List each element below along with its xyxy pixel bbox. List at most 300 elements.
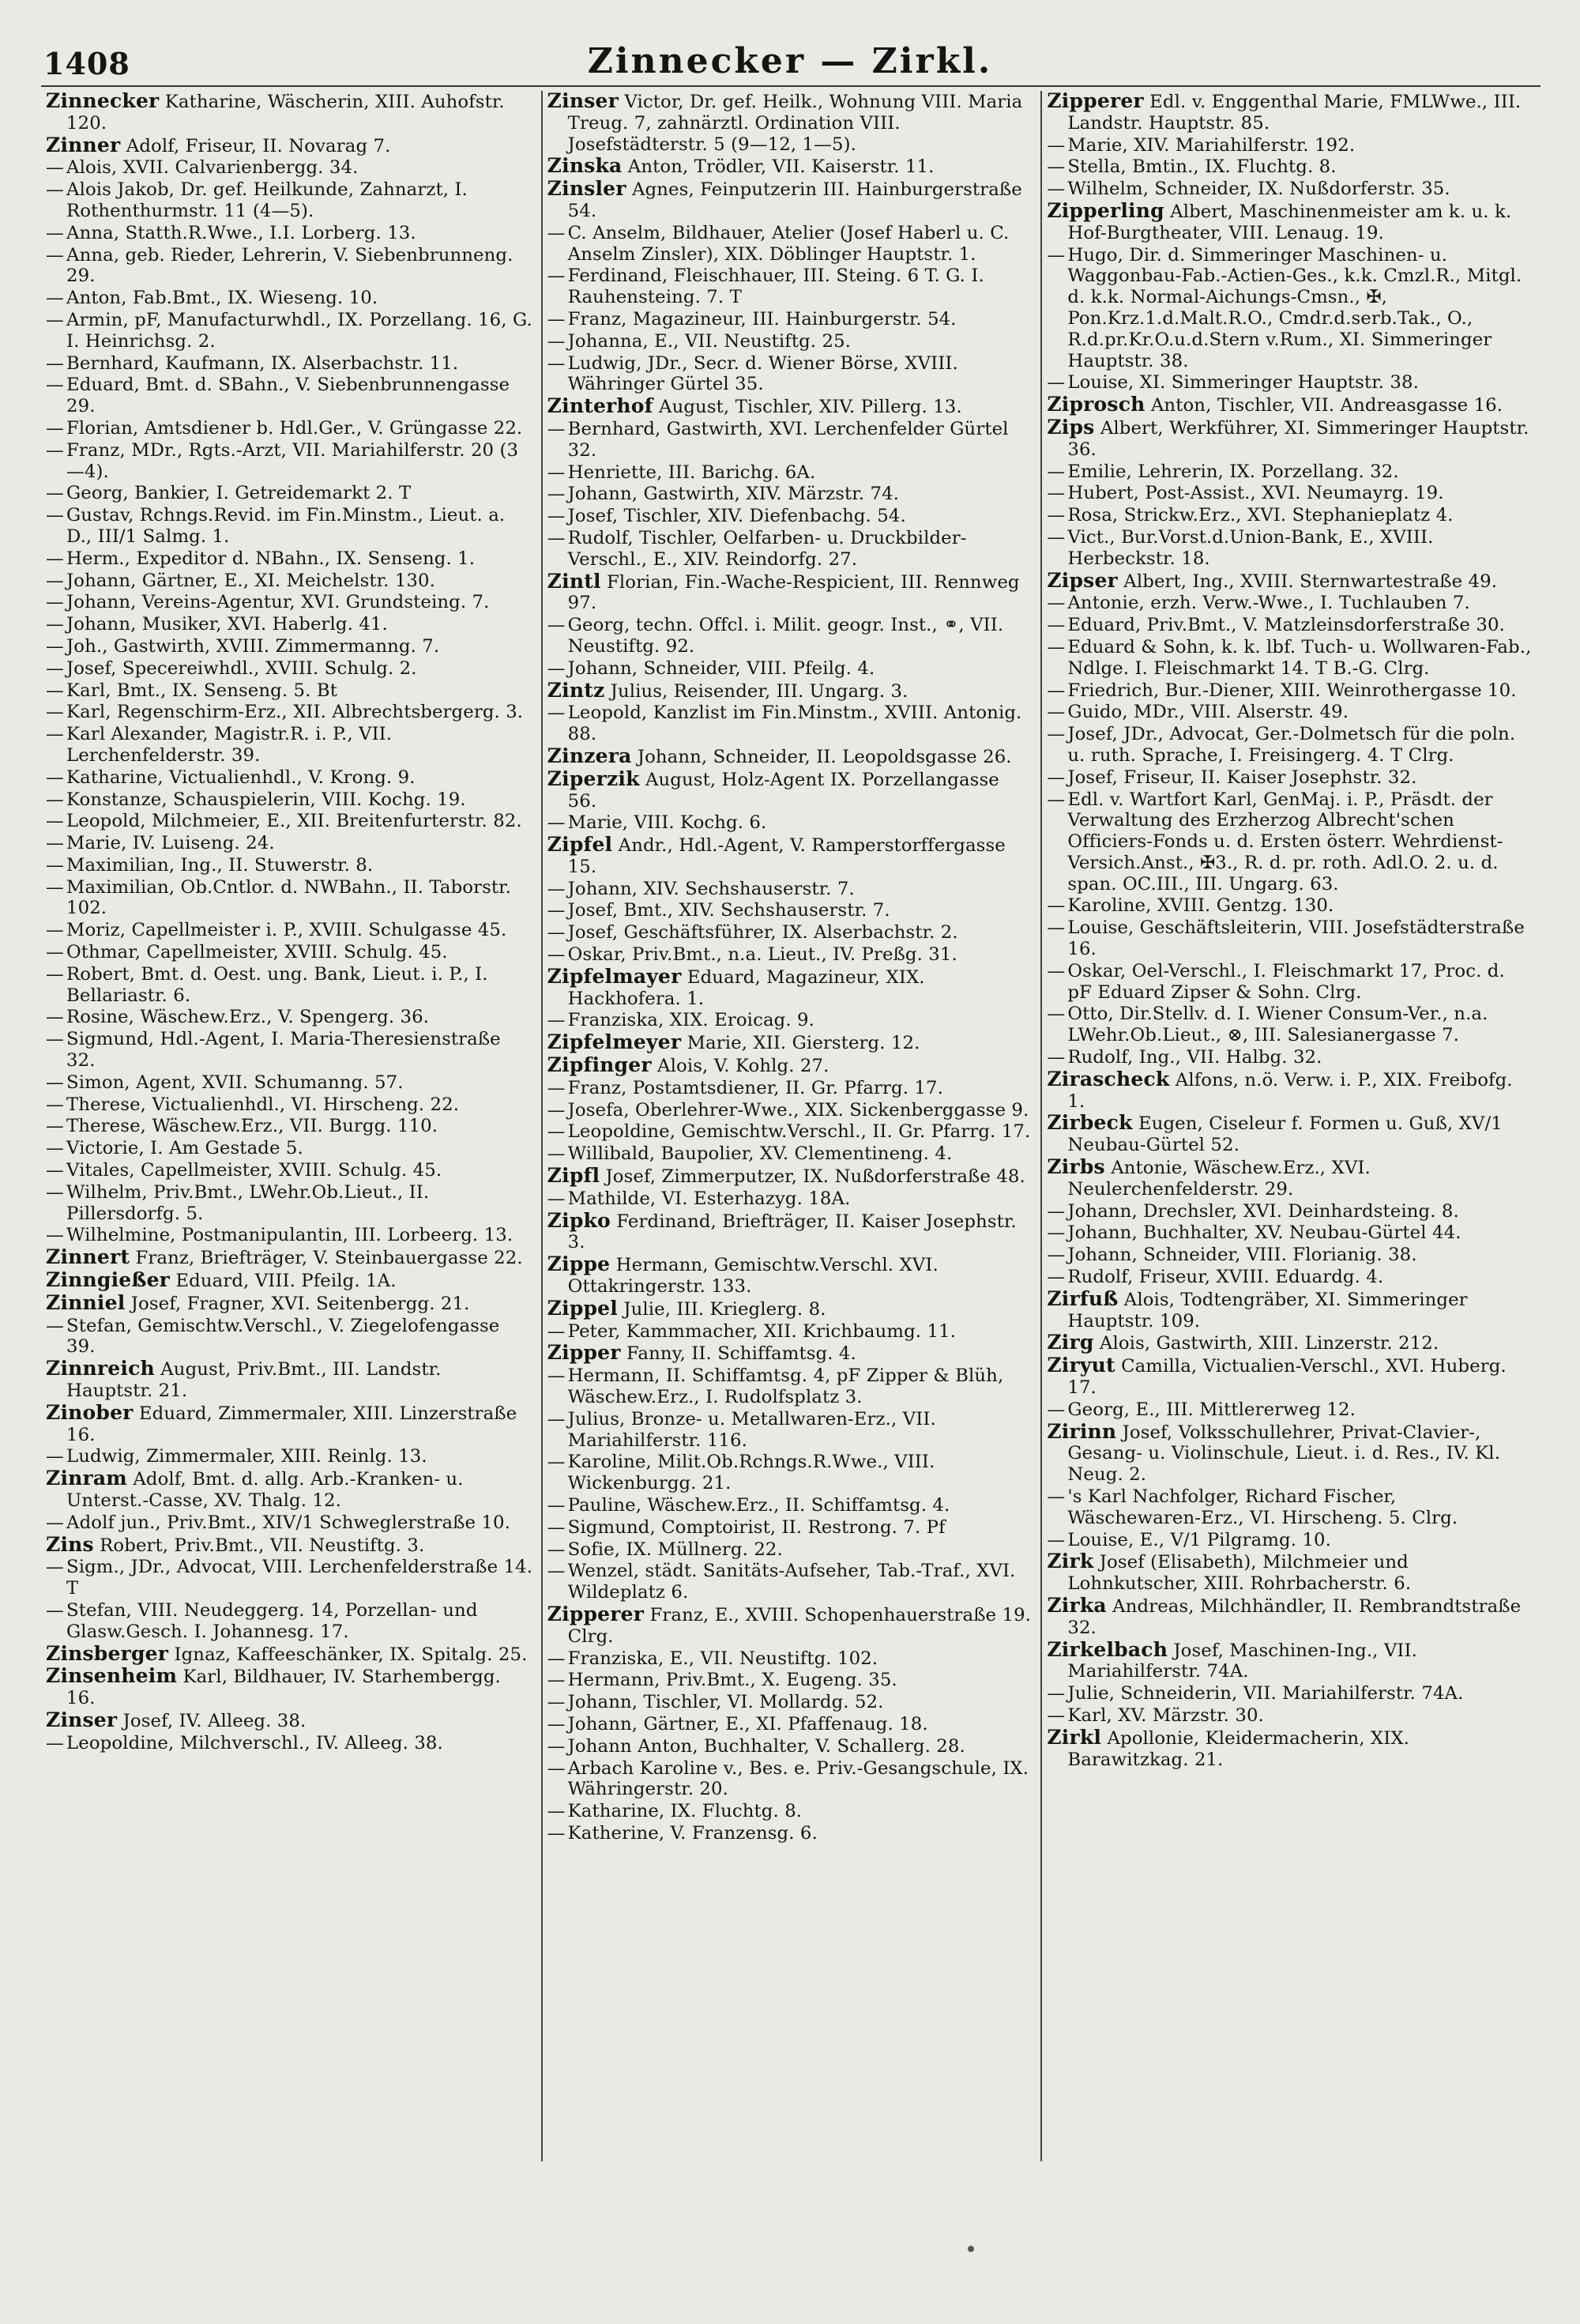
continuation-dash: — xyxy=(547,1408,566,1429)
directory-entry xyxy=(46,1225,533,1246)
directory-entry xyxy=(1047,1047,1533,1068)
entry-surname: Ziprosch xyxy=(1047,393,1146,416)
entry-surname: Zipperer xyxy=(1047,91,1144,112)
directory-entry xyxy=(46,680,533,702)
continuation-dash: — xyxy=(547,657,566,679)
entry-surname: Zippel xyxy=(547,1296,618,1320)
entry-text: Robert, Priv.Bmt., VII. Neustiftg. 3. xyxy=(100,1535,425,1556)
continuation-dash: — xyxy=(547,461,566,483)
directory-entry xyxy=(46,571,533,592)
continuation-dash: — xyxy=(46,963,64,985)
entry-text: Stefan, VIII. Neudeggerg. 14, Porzellan- und Glasw.Gesch. I. Johannesg. 17. xyxy=(66,1599,478,1642)
continuation-dash: — xyxy=(547,702,566,724)
entry-text: Stefan, Gemischtw.Verschl., V. Ziegelofengasse 39. xyxy=(66,1315,500,1358)
directory-entry xyxy=(547,1365,1033,1408)
continuation-dash: — xyxy=(547,1757,566,1779)
continuation-dash: — xyxy=(547,308,566,330)
continuation-dash: — xyxy=(46,483,64,504)
page-dot-mark xyxy=(968,2246,974,2252)
directory-entry xyxy=(46,1160,533,1181)
directory-entry xyxy=(1047,245,1533,372)
continuation-dash: — xyxy=(46,439,64,461)
directory-entry xyxy=(1047,637,1533,680)
continuation-dash: — xyxy=(1047,960,1066,981)
continuation-dash: — xyxy=(547,1516,566,1538)
continuation-dash: — xyxy=(1047,789,1066,810)
entry-text: Marie, VIII. Kochg. 6. xyxy=(567,812,767,834)
continuation-dash: — xyxy=(46,1029,64,1050)
entry-text: Rosa, Strickw.Erz., XVI. Stephanieplatz 4. xyxy=(1067,505,1454,526)
entry-surname: Zipperling xyxy=(1047,198,1164,222)
continuation-dash: — xyxy=(46,724,64,745)
entry-text: Franz, Postamtsdiener, II. Gr. Pfarrg. 17. xyxy=(567,1077,943,1098)
directory-entry xyxy=(547,528,1033,571)
directory-entry xyxy=(46,1512,533,1534)
directory-entry xyxy=(547,834,1033,878)
directory-entry xyxy=(46,767,533,789)
continuation-dash: — xyxy=(46,1225,64,1246)
entry-text: Louise, E., V/1 Pilgramg. 10. xyxy=(1067,1529,1331,1550)
entry-text: Otto, Dir.Stellv. d. I. Wiener Consum-Ver., n.a. LWehr.Ob.Lieut., ⊗, III. Salesianergasse 7. xyxy=(1067,1004,1488,1046)
directory-entry xyxy=(46,658,533,680)
directory-entry xyxy=(1047,483,1533,504)
entry-text: Julie, III. Krieglerg. 8. xyxy=(623,1298,826,1320)
continuation-dash: — xyxy=(1047,917,1066,939)
directory-entry xyxy=(1047,1245,1533,1266)
directory-entry xyxy=(1047,1157,1533,1200)
directory-entry xyxy=(547,309,1033,330)
entry-text: Mathilde, VI. Esterhazyg. 18A. xyxy=(567,1188,851,1209)
entry-text: Karl, Bmt., IX. Senseng. 5. Bt xyxy=(66,680,337,701)
entry-surname: Zins xyxy=(46,1532,94,1556)
entry-text: Eduard & Sohn, k. k. lbf. Tuch- u. Wollwaren-Fab., Ndlge. I. Fleischmarkt 14. T B.-G. Clrg. xyxy=(1067,636,1532,679)
entry-text: Josef (Elisabeth), Milchmeier und Lohnkutscher, XIII. Rohrbacherstr. 6. xyxy=(1067,1552,1412,1595)
entry-text: Apollonie, Kleidermacherin, XIX. Barawitzkag. 21. xyxy=(1067,1727,1410,1770)
continuation-dash: — xyxy=(547,1539,566,1560)
directory-entry xyxy=(547,746,1033,768)
continuation-dash: — xyxy=(46,1315,64,1336)
directory-entry xyxy=(547,1452,1033,1494)
directory-entry xyxy=(46,418,533,439)
directory-entry xyxy=(547,223,1033,266)
continuation-dash: — xyxy=(1047,505,1066,526)
directory-entry xyxy=(1047,1530,1533,1551)
directory-entry xyxy=(547,353,1033,396)
directory-entry xyxy=(46,1270,533,1292)
entry-text: Ferdinand, Briefträger, II. Kaiser Josephstr. 3. xyxy=(567,1211,1017,1253)
entry-surname: Zinober xyxy=(46,1400,134,1424)
entry-surname: Zirbs xyxy=(1047,1155,1105,1179)
continuation-dash: — xyxy=(46,288,64,309)
directory-entry xyxy=(46,636,533,657)
directory-entry xyxy=(1047,1201,1533,1222)
entry-text: Ignaz, Kaffeeschänker, IX. Spitalg. 25. xyxy=(174,1644,528,1665)
entry-text: Ludwig, Zimmermaler, XIII. Reinlg. 13. xyxy=(66,1446,427,1467)
entry-text: Karl, Bildhauer, IV. Starhembergg. 16. xyxy=(66,1667,501,1709)
entry-text: Pauline, Wäschew.Erz., II. Schiffamtsg. 4. xyxy=(567,1495,950,1516)
directory-entry xyxy=(1047,917,1533,960)
entry-surname: Zirka xyxy=(1047,1593,1107,1617)
continuation-dash: — xyxy=(547,418,566,439)
directory-entry xyxy=(46,1468,533,1512)
directory-entry xyxy=(46,135,533,157)
directory-entry xyxy=(547,966,1033,1010)
entry-text: Marie, XII. Giersterg. 12. xyxy=(687,1033,920,1054)
directory-entry xyxy=(46,811,533,832)
entry-text: Albert, Maschinenmeister am k. u. k. Hof-Burgtheater, VIII. Lenaug. 19. xyxy=(1067,201,1512,243)
entry-text: Maximilian, Ing., II. Stuwerstr. 8. xyxy=(66,854,374,876)
directory-entry xyxy=(1047,91,1533,134)
entry-surname: Zinngießer xyxy=(46,1268,171,1292)
continuation-dash: — xyxy=(46,1446,64,1467)
entry-text: Josef, Maschinen-Ing., VII. Mariahilferstr. 74A. xyxy=(1067,1640,1417,1682)
directory-entry xyxy=(547,1539,1033,1561)
entry-text: Fanny, II. Schiffamtsg. 4. xyxy=(626,1343,856,1365)
continuation-dash: — xyxy=(1047,1200,1066,1222)
directory-entry xyxy=(46,1666,533,1709)
entry-text: Franz, Magazineur, III. Hainburgerstr. 54. xyxy=(567,308,957,330)
entry-surname: Zinterhof xyxy=(547,394,653,418)
entry-text: Ludwig, JDr., Secr. d. Wiener Börse, XVIII. Währinger Gürtel 35. xyxy=(567,352,958,395)
directory-entry xyxy=(1047,1069,1533,1113)
directory-entry xyxy=(547,615,1033,657)
entry-text: Peter, Kammmacher, XII. Krichbaumg. 11. xyxy=(567,1320,957,1342)
continuation-dash: — xyxy=(46,614,64,635)
directory-entry xyxy=(1047,1419,1533,1486)
entry-surname: Ziryut xyxy=(1047,1354,1115,1377)
entry-text: Johann, Gärtner, E., XI. Meichelstr. 130. xyxy=(66,570,435,591)
continuation-dash: — xyxy=(547,1735,566,1757)
entry-surname: Zinser xyxy=(547,91,619,112)
directory-entry xyxy=(1047,789,1533,895)
directory-entry xyxy=(1047,505,1533,526)
directory-entry xyxy=(46,1710,533,1732)
continuation-dash: — xyxy=(46,789,64,810)
entry-text: Josef, Friseur, II. Kaiser Josephstr. 32. xyxy=(1067,767,1417,788)
directory-entry xyxy=(1047,1332,1533,1354)
entry-text: Georg, E., III. Mittlererweg 12. xyxy=(1067,1399,1356,1420)
directory-entry xyxy=(46,223,533,244)
directory-entry xyxy=(547,1208,1033,1254)
continuation-dash: — xyxy=(547,922,566,944)
entry-text: Antonie, erzh. Verw.-Wwe., I. Tuchlauben 7. xyxy=(1067,593,1470,614)
directory-entry xyxy=(547,1823,1033,1844)
directory-entry xyxy=(547,1409,1033,1452)
entry-surname: Zirg xyxy=(1047,1331,1094,1354)
entry-surname: Zipko xyxy=(547,1208,611,1232)
directory-entry xyxy=(1047,1286,1533,1332)
continuation-dash: — xyxy=(46,920,64,941)
entry-text: Bernhard, Gastwirth, XVI. Lerchenfelder Gürtel 32. xyxy=(567,418,1009,461)
entry-surname: Zirfuß xyxy=(1047,1286,1119,1310)
entry-text: Louise, Geschäftsleiterin, VIII. Josefstädterstraße 16. xyxy=(1067,917,1525,960)
directory-entry xyxy=(46,964,533,1007)
directory-entry xyxy=(547,462,1033,484)
continuation-dash: — xyxy=(1047,593,1066,614)
continuation-dash: — xyxy=(46,1072,64,1093)
continuation-dash: — xyxy=(547,1822,566,1844)
directory-entry xyxy=(1047,1355,1533,1399)
directory-entry xyxy=(46,353,533,375)
continuation-dash: — xyxy=(1047,1529,1066,1550)
continuation-dash: — xyxy=(46,854,64,876)
entry-text: Marie, IV. Luiseng. 24. xyxy=(66,833,275,854)
entry-text: Johann, Schneider, II. Leopoldsgasse 26. xyxy=(637,746,1012,767)
directory-entry xyxy=(547,91,1033,155)
entry-text: Victorie, I. Am Gestade 5. xyxy=(66,1138,303,1159)
entry-text: August, Tischler, XIV. Pillerg. 13. xyxy=(659,397,962,418)
running-head: Zinnecker — Zirkl. xyxy=(587,41,993,81)
directory-entry xyxy=(1047,1004,1533,1046)
continuation-dash: — xyxy=(547,330,566,352)
column-3 xyxy=(1040,91,1540,2161)
directory-entry xyxy=(547,266,1033,308)
continuation-dash: — xyxy=(547,1121,566,1143)
directory-entry xyxy=(547,1648,1033,1670)
directory-entry xyxy=(547,1495,1033,1516)
continuation-dash: — xyxy=(46,1094,64,1115)
entry-text: Vitales, Capellmeister, XVIII. Schulg. 45. xyxy=(66,1160,442,1181)
entry-text: Simon, Agent, XVII. Schumanng. 57. xyxy=(66,1072,404,1093)
continuation-dash: — xyxy=(46,657,64,679)
continuation-dash: — xyxy=(547,1365,566,1387)
entry-text: Josef, Tischler, XIV. Diefenbachg. 54. xyxy=(567,506,906,527)
continuation-dash: — xyxy=(547,1099,566,1121)
entry-text: Leopoldine, Milchverschl., IV. Alleeg. 38. xyxy=(66,1732,443,1753)
entry-text: Wilhelm, Schneider, IX. Nußdorferstr. 35. xyxy=(1067,179,1450,200)
directory-entry xyxy=(1047,724,1533,767)
entry-surname: Zirinn xyxy=(1047,1419,1117,1443)
entry-text: Georg, Bankier, I. Getreidemarkt 2. T xyxy=(66,483,412,504)
entry-surname: Zinsenheim xyxy=(46,1664,178,1688)
entry-text: Wilhelmine, Postmanipulantin, III. Lorbeerg. 13. xyxy=(66,1225,514,1246)
entry-text: Franziska, XIX. Eroicag. 9. xyxy=(567,1010,814,1031)
continuation-dash: — xyxy=(1047,636,1066,657)
directory-entry xyxy=(46,702,533,723)
entry-surname: Zipperer xyxy=(547,1602,645,1625)
entry-text: Alois, Todtengräber, XI. Simmeringer Hauptstr. 109. xyxy=(1067,1289,1468,1331)
continuation-dash: — xyxy=(547,1561,566,1582)
directory-entry xyxy=(547,922,1033,944)
directory-entry xyxy=(46,1029,533,1072)
entry-text: Sigm., JDr., Advocat, VIII. Lerchenfelderstraße 14. T xyxy=(66,1557,533,1599)
continuation-dash: — xyxy=(1047,1047,1066,1068)
entry-text: Josef, Volksschullehrer, Privat-Clavier-, Gesang- u. Violinschule, Lieut. i. d. Res., IV. Kl. Neug. 2. xyxy=(1067,1422,1501,1486)
continuation-dash: — xyxy=(1047,1222,1066,1244)
directory-entry xyxy=(1047,895,1533,917)
directory-entry xyxy=(1047,1267,1533,1288)
directory-entry xyxy=(46,1316,533,1358)
continuation-dash: — xyxy=(46,635,64,657)
entry-text: Therese, Victualienhdl., VI. Hirscheng. 22. xyxy=(66,1094,460,1115)
directory-entry xyxy=(547,396,1033,418)
column-1 xyxy=(41,91,541,2161)
entry-surname: Zirascheck xyxy=(1047,1067,1170,1090)
entry-surname: Zintl xyxy=(547,569,601,593)
entry-text: Karl, Regenschirm-Erz., XII. Albrechtsbergerg. 3. xyxy=(66,702,524,723)
continuation-dash: — xyxy=(547,900,566,921)
entry-text: Florian, Fin.-Wache-Respicient, III. Rennweg 97. xyxy=(567,571,1020,614)
directory-entry xyxy=(46,1532,533,1557)
directory-entry xyxy=(547,1321,1033,1343)
entry-surname: Zinska xyxy=(547,154,623,178)
entry-surname: Zinner xyxy=(46,133,121,156)
continuation-dash: — xyxy=(547,266,566,287)
continuation-dash: — xyxy=(1047,179,1066,200)
directory-entry xyxy=(547,1517,1033,1539)
page-number: 1408 xyxy=(43,46,130,81)
header-rule xyxy=(41,85,1540,87)
entry-text: Albert, Werkführer, XI. Simmeringer Hauptstr. 36. xyxy=(1067,417,1529,460)
entry-text: Josef, Bmt., XIV. Sechshauserstr. 7. xyxy=(567,900,890,921)
directory-entry xyxy=(46,1138,533,1159)
continuation-dash: — xyxy=(547,1648,566,1669)
entry-text: Willibald, Baupolier, XV. Clementineng. 4. xyxy=(567,1143,953,1165)
entry-surname: Zirkelbach xyxy=(1047,1637,1168,1661)
directory-entry xyxy=(46,789,533,811)
continuation-dash: — xyxy=(46,1732,64,1753)
entry-text: Herm., Expeditor d. NBahn., IX. Senseng. 1. xyxy=(66,548,476,569)
entry-surname: Zirk xyxy=(1047,1550,1094,1573)
directory-entry xyxy=(46,942,533,963)
directory-entry xyxy=(46,1094,533,1116)
entry-text: Wenzel, städt. Sanitäts-Aufseher, Tab.-Traf., XVI. Wildeplatz 6. xyxy=(567,1561,1016,1603)
directory-entry xyxy=(46,483,533,504)
directory-entry xyxy=(1047,1727,1533,1771)
directory-entry xyxy=(46,833,533,854)
continuation-dash: — xyxy=(46,417,64,439)
continuation-dash: — xyxy=(46,702,64,723)
entry-text: C. Anselm, Bildhauer, Atelier (Josef Haberl u. C. Anselm Zinsler), XIX. Döblinger Hauptstr. 1. xyxy=(567,222,1010,265)
entry-text: Adolf, Bmt. d. allg. Arb.-Kranken- u. Unterst.-Casse, XV. Thalg. 12. xyxy=(66,1469,464,1511)
continuation-dash: — xyxy=(547,527,566,548)
continuation-dash: — xyxy=(1047,702,1066,723)
entry-text: Wilhelm, Priv.Bmt., LWehr.Ob.Lieut., II. Pillersdorfg. 5. xyxy=(66,1181,430,1224)
entry-text: Eduard, Zimmermaler, XIII. Linzerstraße 16. xyxy=(66,1403,517,1445)
directory-entry xyxy=(547,1561,1033,1603)
directory-entry xyxy=(547,1758,1033,1801)
continuation-dash: — xyxy=(1047,1399,1066,1420)
continuation-dash: — xyxy=(1047,372,1066,394)
continuation-dash: — xyxy=(46,548,64,569)
entry-surname: Zirbeck xyxy=(1047,1111,1133,1135)
directory-entry xyxy=(46,1446,533,1467)
directory-entry xyxy=(46,310,533,352)
continuation-dash: — xyxy=(46,1007,64,1028)
entry-text: Eduard, VIII. Pfeilg. 1A. xyxy=(175,1271,397,1292)
directory-entry xyxy=(46,1116,533,1137)
entry-text: Sofie, IX. Müllnerg. 22. xyxy=(567,1539,783,1560)
entry-text: Gustav, Rchngs.Revid. im Fin.Minstm., Lieut. a. D., III/1 Salmg. 1. xyxy=(66,505,506,547)
directory-entry xyxy=(46,1247,533,1269)
entry-text: Katharine, Wäscherin, XIII. Auhofstr. 120. xyxy=(66,92,505,134)
continuation-dash: — xyxy=(547,222,566,243)
entry-surname: Zinnert xyxy=(46,1245,130,1269)
continuation-dash: — xyxy=(547,878,566,899)
entry-surname: Zipser xyxy=(1047,568,1118,592)
continuation-dash: — xyxy=(1047,1704,1066,1726)
continuation-dash: — xyxy=(46,375,64,396)
entry-surname: Zips xyxy=(1047,415,1095,439)
entry-text: Hermann, Gemischtw.Verschl. XVI. Ottakringerstr. 133. xyxy=(567,1255,939,1298)
directory-entry xyxy=(1047,135,1533,156)
entry-text: Josef, JDr., Advocat, Ger.-Dolmetsch für die poln. u. ruth. Sprache, I. Freisingerg. 4. T Clrg. xyxy=(1067,724,1516,766)
entry-text: Bernhard, Kaufmann, IX. Alserbachstr. 11. xyxy=(66,352,459,374)
entry-text: Andr., Hdl.-Agent, V. Ramperstorffergasse 15. xyxy=(567,835,1006,877)
continuation-dash: — xyxy=(46,1116,64,1137)
continuation-dash: — xyxy=(46,222,64,243)
continuation-dash: — xyxy=(46,309,64,330)
continuation-dash: — xyxy=(1047,461,1066,482)
directory-columns xyxy=(41,91,1540,2161)
directory-entry xyxy=(1047,1551,1533,1595)
entry-text: Sigmund, Comptoirist, II. Restrong. 7. Pf xyxy=(567,1516,946,1538)
continuation-dash: — xyxy=(547,1670,566,1691)
directory-entry xyxy=(547,1714,1033,1735)
entry-text: Johann, Tischler, VI. Mollardg. 52. xyxy=(567,1692,884,1713)
directory-entry xyxy=(547,812,1033,834)
directory-entry xyxy=(46,157,533,179)
entry-text: Johanna, E., VII. Neustiftg. 25. xyxy=(567,330,852,352)
entry-text: Eduard, Priv.Bmt., V. Matzleinsdorferstraße 30. xyxy=(1067,615,1505,636)
entry-text: Eugen, Ciseleur f. Formen u. Guß, XV/1 Neubau-Gürtel 52. xyxy=(1067,1113,1503,1156)
continuation-dash: — xyxy=(46,1599,64,1621)
continuation-dash: — xyxy=(46,1160,64,1181)
directory-entry xyxy=(547,769,1033,812)
continuation-dash: — xyxy=(547,506,566,527)
entry-text: Joh., Gastwirth, XVIII. Zimmermanng. 7. xyxy=(66,635,440,657)
entry-surname: Zipfl xyxy=(547,1164,600,1188)
directory-entry xyxy=(547,1188,1033,1210)
directory-entry xyxy=(1047,198,1533,244)
directory-entry xyxy=(46,1733,533,1754)
entry-text: Josef, Fragner, XVI. Seitenbergg. 21. xyxy=(130,1293,470,1314)
continuation-dash: — xyxy=(46,876,64,898)
directory-entry xyxy=(547,1801,1033,1822)
directory-entry xyxy=(547,944,1033,966)
continuation-dash: — xyxy=(547,352,566,374)
directory-entry xyxy=(46,245,533,288)
continuation-dash: — xyxy=(547,615,566,636)
entry-text: Johann, Drechsler, XVI. Deinhardsteing. 8. xyxy=(1067,1200,1459,1222)
entry-surname: Zipfel xyxy=(547,833,613,857)
entry-text: Franz, E., XVIII. Schopenhauerstraße 19. Clrg. xyxy=(567,1604,1032,1647)
entry-text: Albert, Ing., XVIII. Sternwartestraße 49. xyxy=(1123,571,1498,592)
directory-entry xyxy=(1047,961,1533,1004)
entry-text: Emilie, Lehrerin, IX. Porzellang. 32. xyxy=(1067,461,1399,482)
continuation-dash: — xyxy=(1047,134,1066,156)
continuation-dash: — xyxy=(1047,767,1066,788)
directory-entry xyxy=(46,440,533,483)
entry-text: Ferdinand, Fleischhauer, III. Steing. 6 T. G. I. Rauhensteing. 7. T xyxy=(567,266,984,308)
directory-entry xyxy=(547,1100,1033,1121)
entry-text: Josef, Geschäftsführer, IX. Alserbachstr. 2. xyxy=(567,922,958,944)
entry-text: Maximilian, Ob.Cntlor. d. NWBahn., II. Taborstr. 102. xyxy=(66,876,512,919)
continuation-dash: — xyxy=(547,1077,566,1098)
entry-text: Camilla, Victualien-Verschl., XVI. Huberg. 17. xyxy=(1067,1356,1507,1399)
directory-entry xyxy=(547,1254,1033,1298)
entry-text: Vict., Bur.Vorst.d.Union-Bank, E., XVIII. Herbeckstr. 18. xyxy=(1067,526,1434,569)
continuation-dash: — xyxy=(547,1495,566,1516)
entry-text: Leopoldine, Gemischtw.Verschl., II. Gr. Pfarrg. 17. xyxy=(567,1121,1031,1143)
continuation-dash: — xyxy=(46,811,64,832)
directory-entry xyxy=(1047,1486,1533,1529)
directory-entry xyxy=(1047,394,1533,416)
entry-text: Florian, Amtsdiener b. Hdl.Ger., V. Grüngasse 22. xyxy=(66,417,523,439)
directory-entry xyxy=(1047,680,1533,702)
entry-text: Rudolf, Tischler, Oelfarben- u. Druckbilder-Verschl., E., XIV. Reindorfg. 27. xyxy=(567,527,967,570)
directory-entry xyxy=(547,1078,1033,1099)
